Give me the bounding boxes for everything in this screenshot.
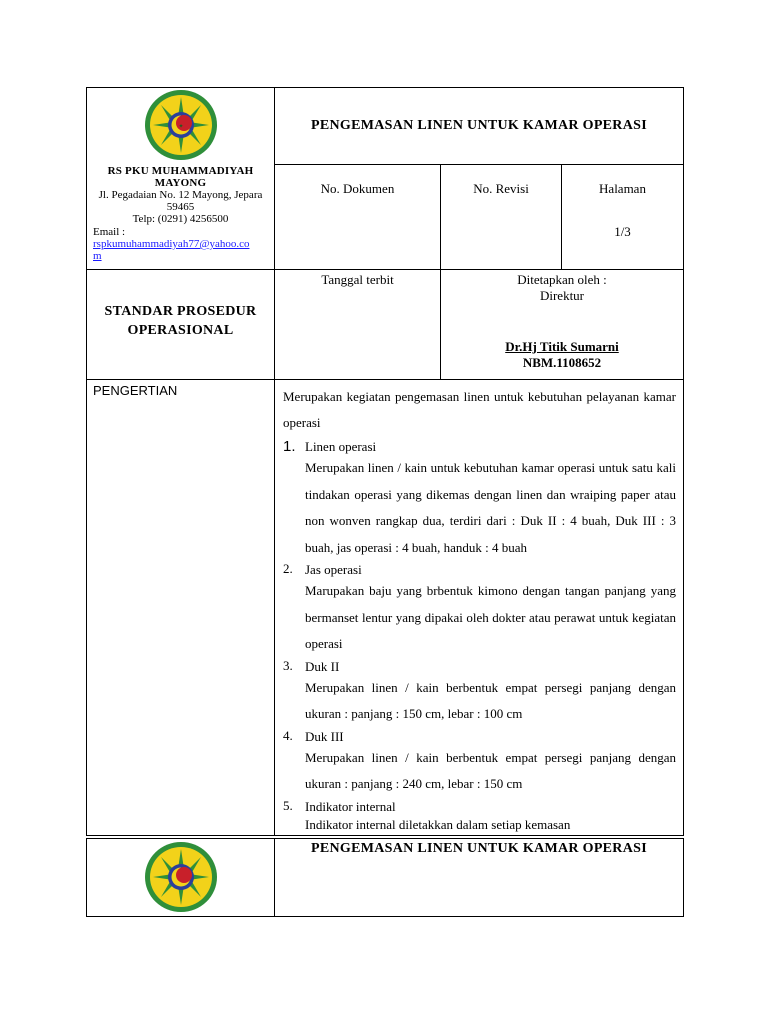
list-item-body: Indikator internal diletakkan dalam setiap kemasan [305,816,571,832]
issue-date-cell [275,270,441,380]
sop-label-line1: STANDAR PROSEDUR [104,303,257,319]
list-item-number: 5. [283,797,293,813]
page-label: Halaman [599,181,646,196]
approval-cell [441,270,684,380]
document-title-page2: PENGEMASAN LINEN UNTUK KAMAR OPERASI [311,841,647,856]
hospital-info-cell [87,88,275,270]
page-value: 1/3 [614,224,631,239]
email-link[interactable]: rspkumuhammadiyah77@yahoo.co m [93,238,250,262]
document-title-cell [275,88,684,165]
hospital-postal-code: 59465 [166,201,195,213]
list-item-number: 2. [283,561,293,576]
document-title-cell-page2 [275,839,684,917]
hospital-name: RS PKU MUHAMMADIYAH MAYONG [107,165,254,189]
approved-by-role: Direktur [539,288,585,303]
revision-label: No. Revisi [473,181,529,196]
revision-cell [441,165,562,270]
hospital-address: Jl. Pegadaian No. 12 Mayong, Jepara [98,189,263,201]
list-item-title: Indikator internal [305,798,396,814]
hospital-logo-cell [87,839,275,917]
list-item-number: 4. [283,727,293,743]
sop-label-cell [87,270,275,380]
hospital-phone: Telp: (0291) 4256500 [132,213,229,225]
signer-nbm: NBM.1108652 [522,355,602,370]
list-item [283,438,676,561]
section-intro: Merupakan kegiatan pengemasan linen untuk kebutuhan pelayanan kamar operasi [283,389,676,430]
list-item-body: Merupakan linen / kain berbentuk empat persegi panjang dengan ukuran : panjang : 240 cm, lebar : 150 cm [305,749,676,791]
list-item [283,658,676,728]
list-item-number: 3. [283,657,293,673]
doc-number-label: No. Dokumen [320,181,395,196]
section-label-cell [87,380,275,836]
list-item-title: Linen operasi [305,439,377,454]
page-cell [562,165,684,270]
sop-label-line2: OPERASIONAL [127,322,234,338]
list-item [283,728,676,798]
list-item [283,561,676,658]
list-item-title: Duk III [305,728,344,744]
sop-table-page2 [86,838,684,917]
section-label: PENGERTIAN [93,383,178,398]
document-title: PENGEMASAN LINEN UNTUK KAMAR OPERASI [311,118,647,133]
list-item [283,798,676,835]
section-content-cell [275,380,684,836]
list-item-title: Duk II [305,658,340,674]
muhammadiyah-logo-icon [143,841,219,913]
doc-number-cell [275,165,441,270]
signer-name: Dr.Hj Titik Sumarni [505,339,619,354]
list-item-title: Jas operasi [305,562,362,577]
list-item-body: Marupakan baju yang brbentuk kimono dengan tangan panjang yang bermanset lentur yang dipakai oleh dokter atau perawat untuk kegiatan operasi [305,583,676,651]
list-item-body: Merupakan linen / kain untuk kebutuhan kamar operasi untuk satu kali tindakan operasi yang dikemas dengan linen dan wraiping paper atau non wonven rangkap dua, terdiri dari : Duk II : 4 buah, Duk III : 3 buah, jas operasi : 4 buah, handuk : 4 buah [305,460,676,555]
list-item-body: Merupakan linen / kain berbentuk empat persegi panjang dengan ukuran : panjang : 150 cm, lebar : 100 cm [305,679,676,721]
muhammadiyah-logo-icon [143,89,219,161]
list-item-number: 1. [283,438,296,455]
approved-by-label: Ditetapkan oleh : [517,272,607,287]
svg-text:✦: ✦ [177,123,184,130]
hospital-email: Email : rspkumuhammadiyah77@yahoo.co m [93,226,250,262]
sop-table [86,87,684,836]
issue-date-label: Tanggal terbit [321,272,394,287]
